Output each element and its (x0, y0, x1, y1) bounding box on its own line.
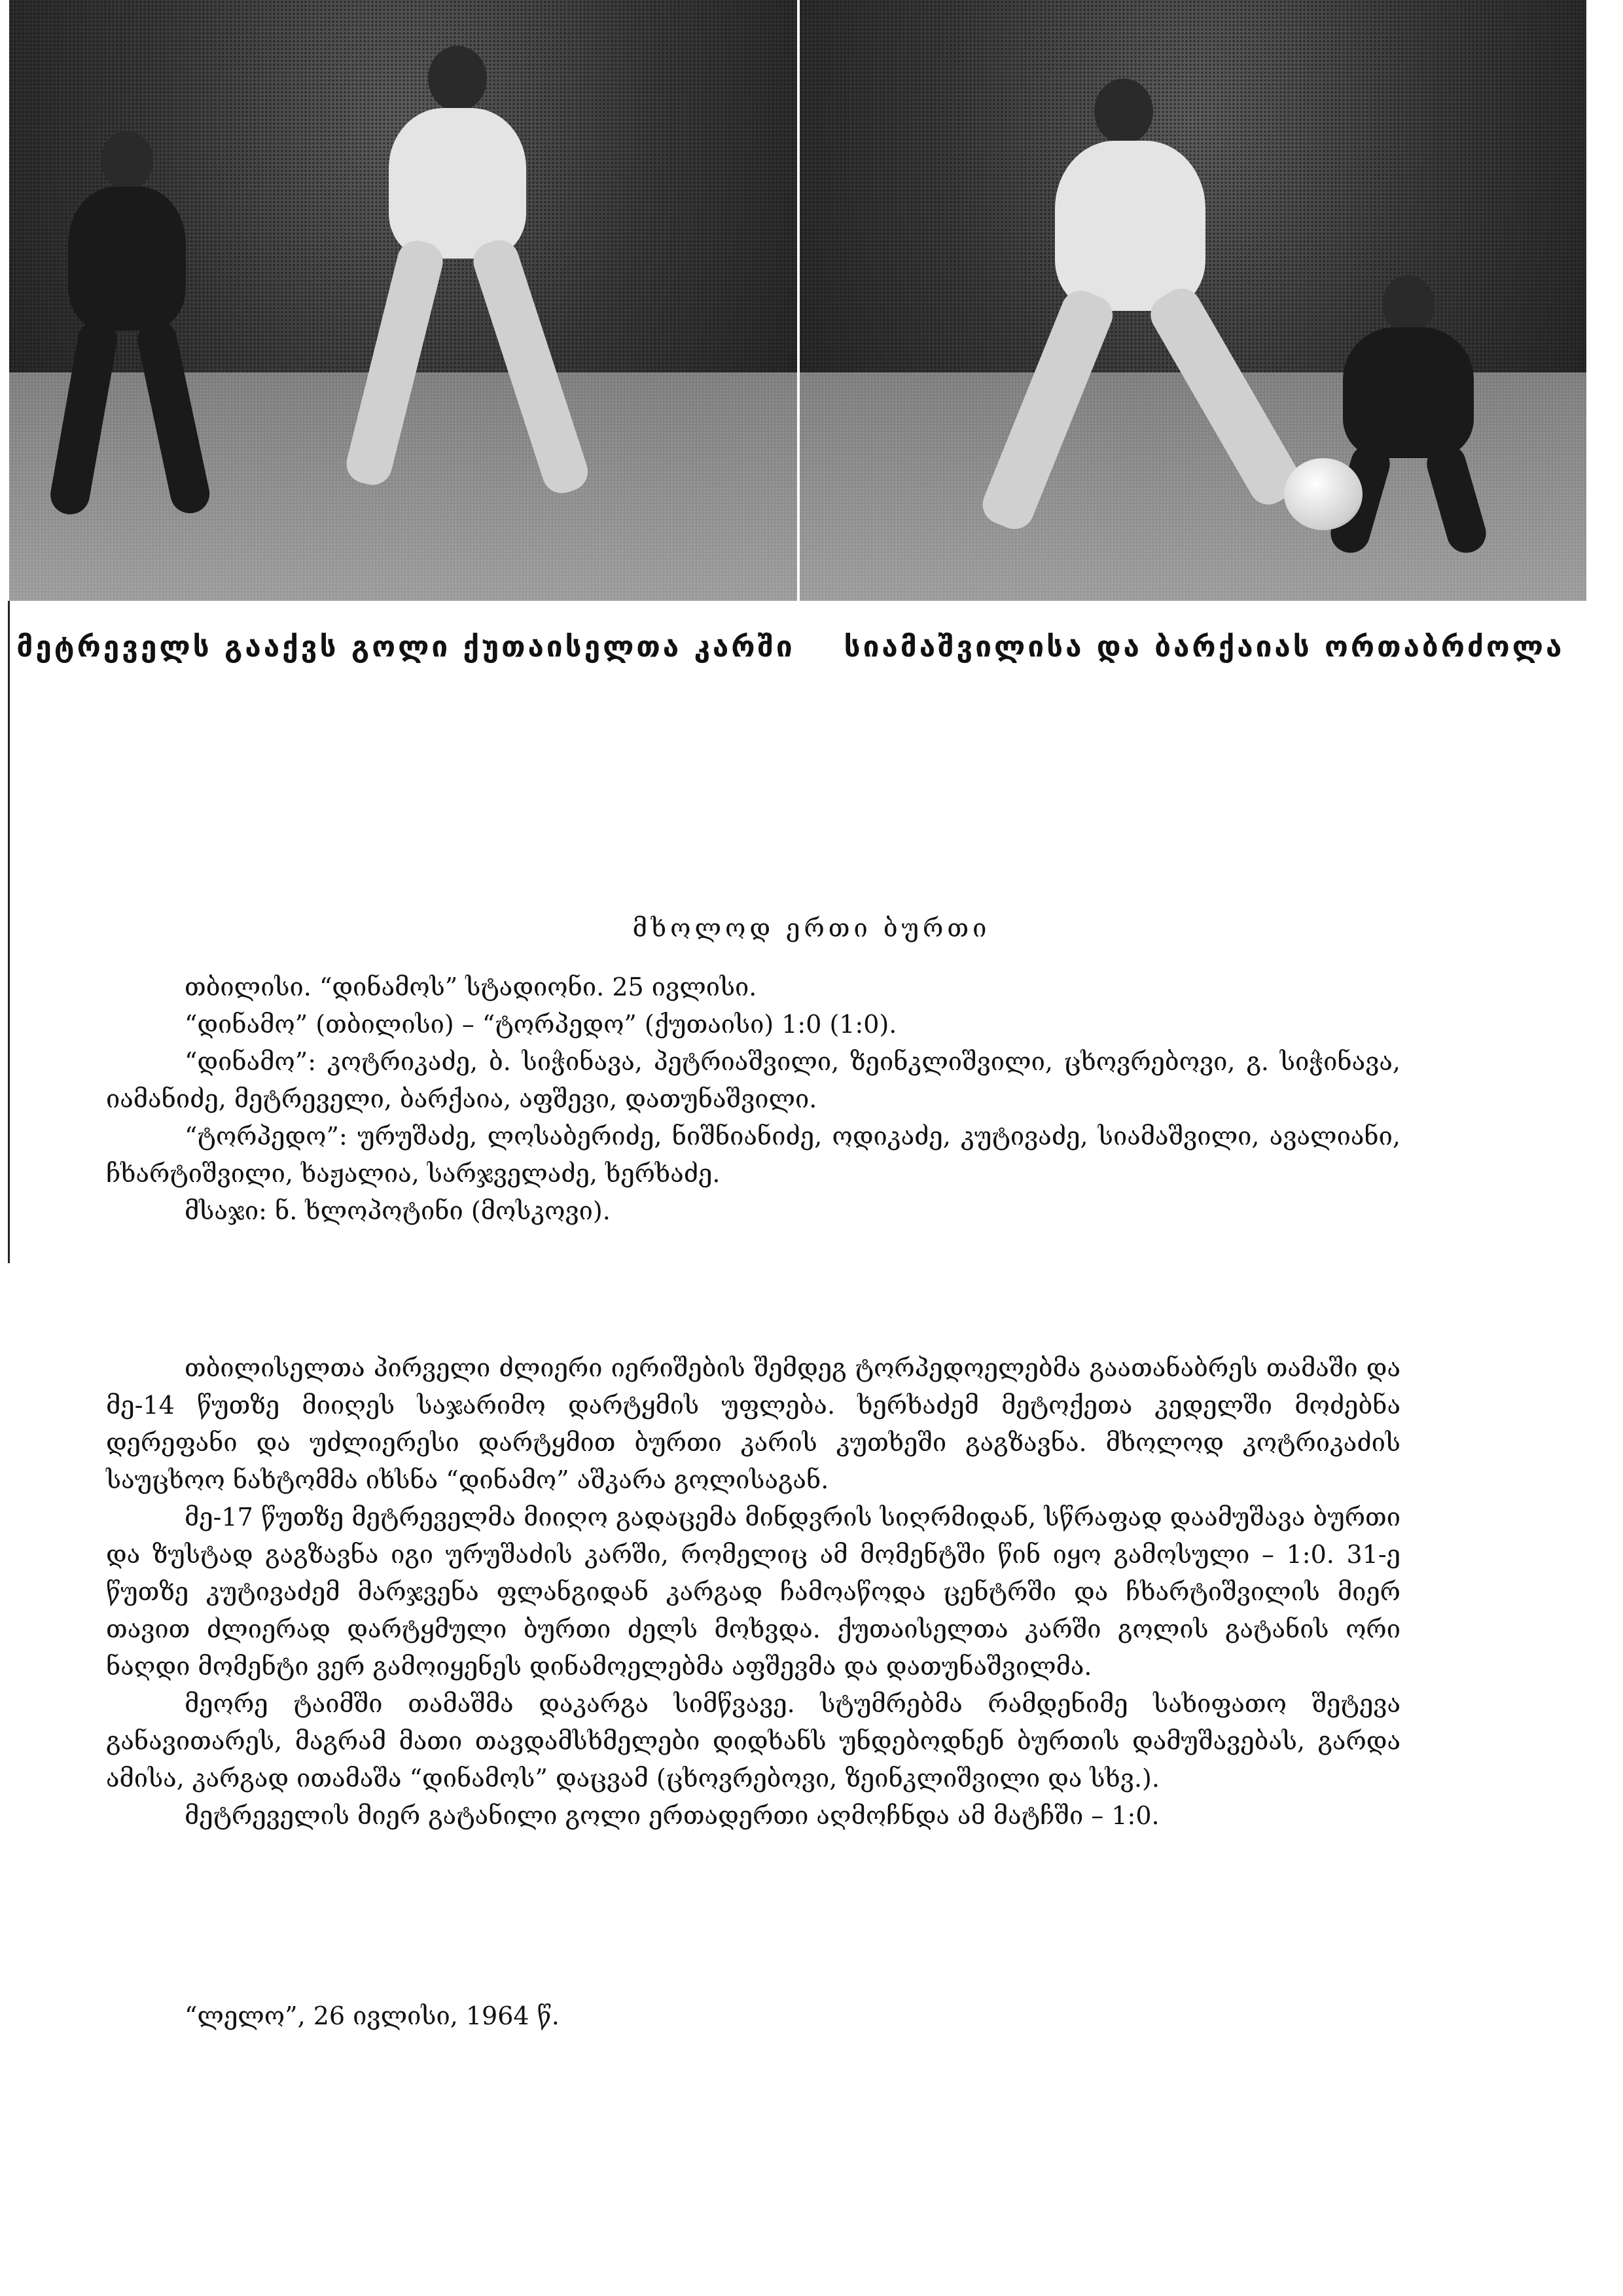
player-figure (363, 46, 559, 543)
article-paragraph: თბილისელთა პირველი ძლიერი იერიშების შემდეგ ტორპედოელებმა გაათანაბრეს თამაში და მე-14 წუთზე მიიღეს საჯარიმო დარტყმის უფლება. ხერხაძემ მეტოქეთა კედელში მოძებნა დერეფანი და უძლიერესი დარტყმით ბურთი კარის კუთხეში გაგზავნა. მხოლოდ კოტრიკაძის საუცხოო ნახტომმა იხსნა “დინამო” აშკარა გოლისაგან. (106, 1354, 1400, 1494)
football (1284, 458, 1363, 530)
match-score: “დინამო” (თბილისი) – “ტორპედო” (ქუთაისი) 1:0 (1:0). (185, 1010, 897, 1039)
photo-caption-left: მეტრეველს გააქვს გოლი ქუთაისელთა კარში (16, 630, 795, 664)
match-location: თბილისი. “დინამოს” სტადიონი. 25 ივლისი. (185, 973, 757, 1001)
photo-goal-scene (9, 0, 797, 601)
source-citation: “ლელო”, 26 ივლისი, 1964 წ. (185, 2001, 560, 2030)
photo-duel-scene (800, 0, 1586, 601)
lineup-torpedo: “ტორპედო”: ურუშაძე, ლოსაბერიძე, ნიშნიანიძე, ოდიკაძე, კუტივაძე, სიამაშვილი, ავალიანი, ჩხარტიშვილი, ხაჟალია, სარჯველაძე, ხერხაძე. (106, 1122, 1400, 1188)
article-body (106, 1350, 1400, 1835)
article-paragraph: მეორე ტაიმში თამაშმა დაკარგა სიმწვავე. სტუმრებმა რამდენიმე სახიფათო შეტევა განავითარეს, მაგრამ მათი თავდამსხმელები დიდხანს უნდებოდნენ ბურთის დამუშავებას, გარდა ამისა, კარგად ითამაშა “დინამოს” დაცვამ (ცხოვრებოვი, ზეინკლიშვილი და სხვ.). (106, 1689, 1400, 1793)
referee: მსაჯი: ნ. ხლოპოტინი (მოსკოვი). (185, 1196, 611, 1225)
lineup-dinamo: “დინამო”: კოტრიკაძე, ბ. სიჭინავა, პეტრიაშვილი, ზეინკლიშვილი, ცხოვრებოვი, გ. სიჭინავა, იამანიძე, მეტრეველი, ბარქაია, აფშევი, დათუნაშვილი. (106, 1047, 1400, 1113)
match-info (106, 969, 1400, 1230)
photo-caption-right: სიამაშვილისა და ბარქაიას ორთაბრძოლა (844, 630, 1565, 664)
defender-figure (55, 131, 205, 524)
player-figure (996, 79, 1245, 576)
article-paragraph: მე-17 წუთზე მეტრეველმა მიიღო გადაცემა მინდვრის სიღრმიდან, სწრაფად დაამუშავა ბურთი და ზუსტად გაგზავნა იგი ურუშაძის კარში, რომელიც ამ მომენტში წინ იყო გამოსული – 1:0. 31-ე წუთზე კუტივაძემ მარჯვენა ფლანგიდან კარგად ჩამოაწოდა ცენტრში და ჩხარტიშვილის მიერ თავით ძლიერად დარტყმული ბურთი ძელს მოხვდა. ქუთაისელთა კარში გოლის გატანის ორი ნაღდი მომენტი ვერ გამოიყენეს დინამოელებმა აფშევმა და დათუნაშვილმა. (106, 1503, 1400, 1681)
article-heading: მხოლოდ ერთი ბურთი (632, 914, 991, 942)
article-paragraph: მეტრეველის მიერ გატანილი გოლი ერთადერთი აღმოჩნდა ამ მატჩში – 1:0. (185, 1801, 1160, 1830)
